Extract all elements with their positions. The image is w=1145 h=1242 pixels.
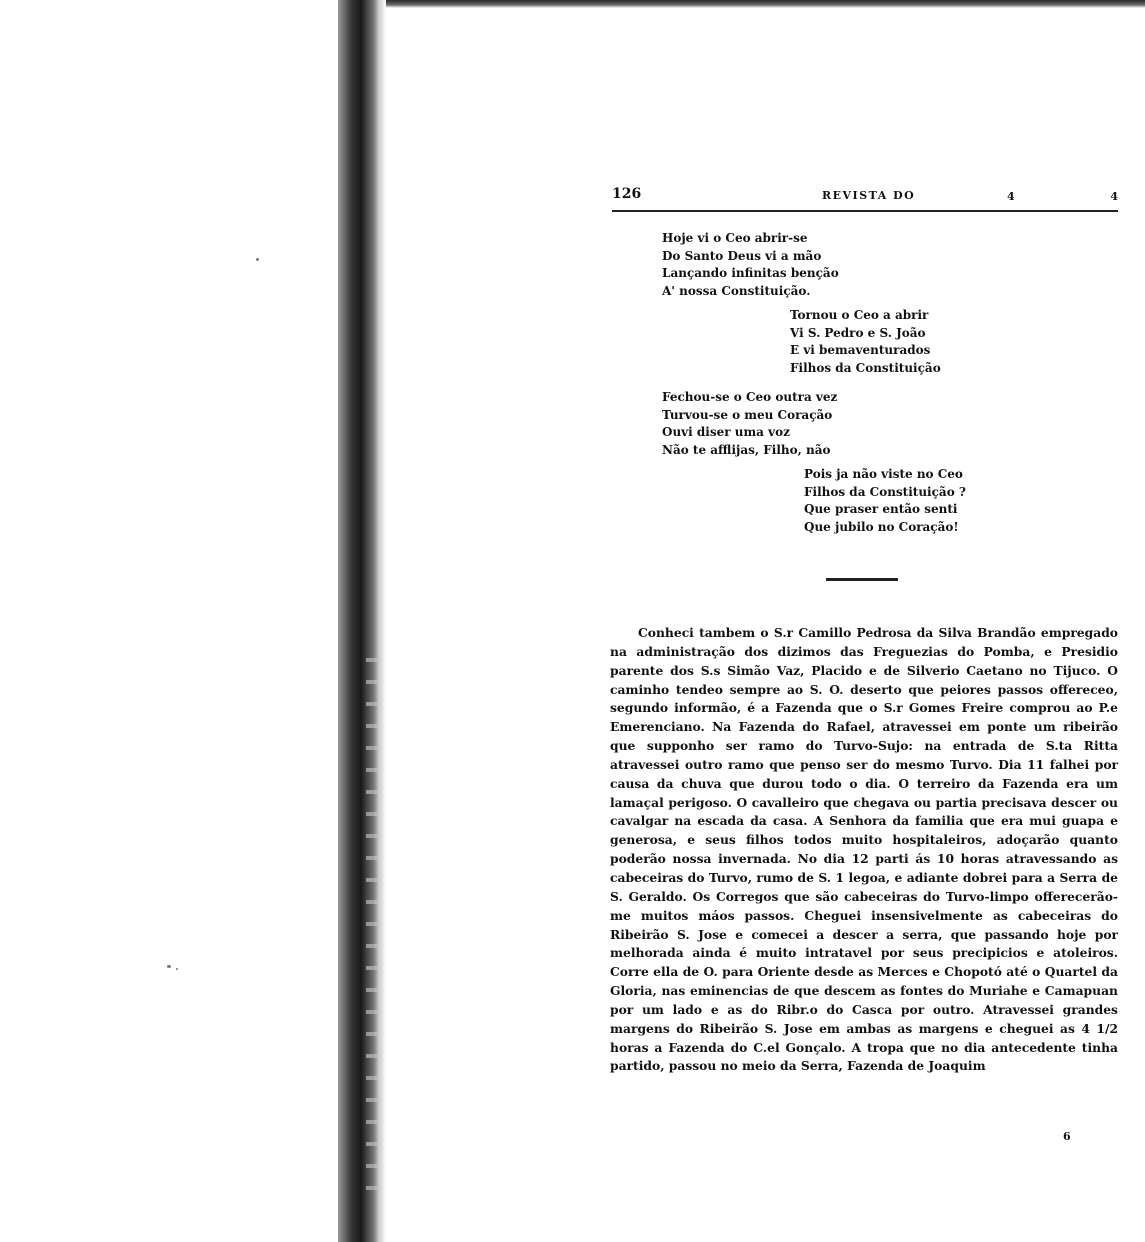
poem-line: Tornou o Ceo a abrir bbox=[790, 308, 929, 322]
section-divider bbox=[826, 578, 898, 581]
page-number: 126 bbox=[612, 186, 642, 202]
header-mark: 4 bbox=[1110, 190, 1118, 203]
poem-stanza-2 bbox=[790, 307, 941, 377]
gutter-scan-marks bbox=[366, 640, 378, 1200]
running-head: REVISTA DO bbox=[822, 189, 916, 202]
poem-line: Que praser então senti bbox=[804, 502, 958, 516]
signature-mark: 6 bbox=[1063, 1130, 1071, 1143]
poem-line: Pois ja não viste no Ceo bbox=[804, 467, 963, 481]
poem-stanza-3 bbox=[662, 389, 837, 459]
poem-line: Turvou-se o meu Coração bbox=[662, 407, 833, 422]
poem-line: Fechou-se o Ceo outra vez bbox=[662, 390, 838, 404]
poem-line: Vi S. Pedro e S. João bbox=[790, 325, 926, 340]
poem-line: Que jubilo no Coração! bbox=[804, 519, 959, 534]
poem-stanza-1 bbox=[662, 230, 839, 300]
header-mark: 4 bbox=[1007, 190, 1015, 203]
book-gutter-fade bbox=[380, 0, 386, 1242]
poem-stanza-4 bbox=[804, 466, 966, 536]
poem-line: Filhos da Constituição ? bbox=[804, 484, 966, 499]
poem-line: Do Santo Deus vi a mão bbox=[662, 248, 822, 263]
poem-line: Ouvi diser uma voz bbox=[662, 425, 790, 439]
body-paragraph: Conheci tambem o S.r Camillo Pedrosa da Silva Brandão empregado na administração dos dizimos das Freguezias do Pomba, e Presidio parente dos S.s Simão Vaz, Placido e de Silverio Caetano no Tijuco. O caminho tendeo sempre ao S. O. deserto que peiores passos offereceo, segundo informão, é a Fazenda que o S.r Gomes Freire comprou ao P.e Emerenciano. Na Fazenda do Rafael, atravessei em ponte um ribeirão que supponho ser ramo do Turvo-Sujo: na entrada de S.ta Ritta atravessei outro ramo que penso ser do mesmo Turvo. Dia 11 falhei por causa da chuva que durou todo o dia. O terreiro da Fazenda era um lamaçal perigoso. O cavalleiro que chegava ou partia precisava descer ou cavalgar na escada da casa. A Senhora da familia que era mui guapa e generosa, e seus filhos todos muito hospitaleiros, adoçarão quanto poderão nossa invernada. No dia 12 parti ás 10 horas atravessando as cabeceiras do Turvo, rumo de S. 1 legoa, e adiante dobrei para a Serra de S. Geraldo. Os Corregos que são cabeceiras do Turvo-limpo offerecerão-me muitos máos passos. Cheguei insensivelmente as cabeceiras do Ribeirão S. Jose e comecei a descer a serra, que passando hoje por melhorada ainda é muito intratavel por seus precipicios e atoleiros. Corre ella de O. para Oriente desde as Merces e Chopotó até o Quartel da Gloria, nas eminencias de que descem as fontes do Muriahe e Camapuan por um lado e as do Ribr.o do Casca por outro. Atravessei grandes margens do Ribeirão S. Jose em ambas as margens e cheguei as 4 1/2 horas a Fazenda do C.el Gonçalo. A tropa que no dia antecedente tinha partido, passou no meio da Serra, Fazenda de Joaquim bbox=[610, 625, 1118, 1074]
scan-edge-top bbox=[360, 0, 1145, 8]
scan-speck bbox=[167, 965, 171, 968]
poem-line: E vi bemaventurados bbox=[790, 343, 931, 357]
poem-line: Lançando infinitas benção bbox=[662, 266, 839, 280]
poem-line: Não te afflijas, Filho, não bbox=[662, 442, 831, 457]
scan-speck bbox=[176, 968, 178, 970]
poem-line: Hoje vi o Ceo abrir-se bbox=[662, 231, 808, 245]
scan-speck bbox=[256, 258, 259, 261]
page-header bbox=[612, 186, 1118, 212]
poem-line: Filhos da Constituição bbox=[790, 360, 941, 375]
poem-line: A' nossa Constituição. bbox=[662, 283, 811, 298]
